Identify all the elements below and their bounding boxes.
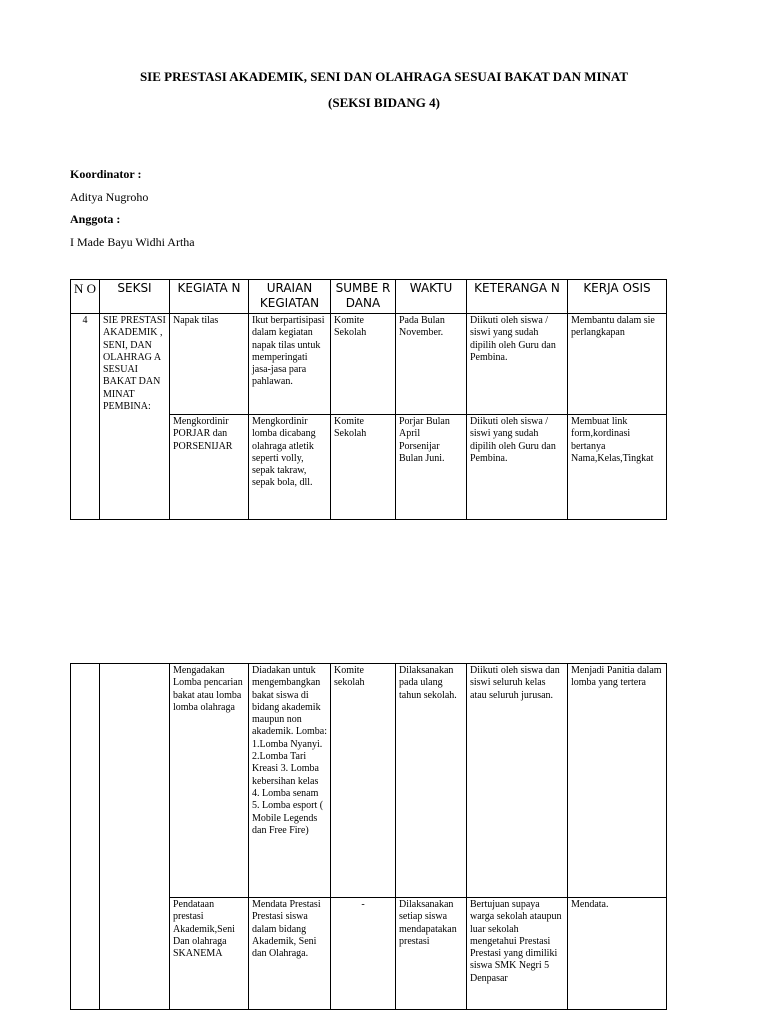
cell-waktu: Dilaksanakan setiap siswa mendapatakan prestasi [396,898,467,1010]
header-keterangan: KETERANGA N [467,280,568,314]
header-dana: SUMBE R DANA [331,280,396,314]
table-row [71,314,667,415]
koordinator-label: Koordinator : [70,167,142,181]
cell-dana: - [331,898,396,1010]
cell-no-empty [71,664,100,1010]
cell-osis: Membuat link form,kordinasi bertanya Nama,Kelas,Tingkat [568,415,667,520]
header-seksi: SEKSI [100,280,170,314]
cell-seksi: SIE PRESTASI AKADEMIK , SENI, DAN OLAHRAG A SESUAI BAKAT DAN MINAT PEMBINA: [100,314,170,520]
cell-osis: Membantu dalam sie perlangkapan [568,314,667,415]
cell-uraian: Diadakan untuk mengembangkan bakat siswa di bidang akademik maupun non akademik. Lomba: 1.Lomba Nyanyi. 2.Lomba Tari Kreasi 3. Lomba kebersihan kelas 4. Lomba senam 5. Lomba esport ( Mobile Legends dan Free Fire) [249,664,331,898]
cell-dana: Komite Sekolah [331,314,396,415]
cell-waktu: Pada Bulan November. [396,314,467,415]
header-uraian: URAIAN KEGIATAN [249,280,331,314]
cell-kegiatan: Pendataan prestasi Akademik,Seni Dan olahraga SKANEMA [170,898,249,1010]
cell-uraian: Mengkordinir lomba dicabang olahraga atletik seperti volly, sepak takraw, sepak bola, dll. [249,415,331,520]
cell-kegiatan: Mengadakan Lomba pencarian bakat atau lomba lomba olahraga [170,664,249,898]
header-no: N O [71,280,100,314]
anggota-name: I Made Bayu Widhi Artha [70,235,195,249]
cell-keterangan: Bertujuan supaya warga sekolah ataupun luar sekolah mengetahui Prestasi Prestasi yang dimiliki siswa SMK Negri 5 Denpasar [467,898,568,1010]
cell-osis: Menjadi Panitia dalam lomba yang tertera [568,664,667,898]
cell-uraian: Mendata Prestasi Prestasi siswa dalam bidang Akademik, Seni dan Olahraga. [249,898,331,1010]
cell-osis: Mendata. [568,898,667,1010]
cell-keterangan: Diikuti oleh siswa dan siswi seluruh kelas atau seluruh jurusan. [467,664,568,898]
anggota-label: Anggota : [70,212,121,226]
cell-kegiatan: Napak tilas [170,314,249,415]
cell-waktu: Dilaksanakan pada ulang tahun sekolah. [396,664,467,898]
document-subtitle: (SEKSI BIDANG 4) [328,95,440,110]
cell-keterangan: Diikuti oleh siswa / siswi yang sudah dipilih oleh Guru dan Pembina. [467,415,568,520]
cell-keterangan: Diikuti oleh siswa / siswi yang sudah dipilih oleh Guru dan Pembina. [467,314,568,415]
cell-kegiatan: Mengkordinir PORJAR dan PORSENIJAR [170,415,249,520]
program-table-part2 [70,663,667,1010]
header-waktu: WAKTU [396,280,467,314]
document-title: SIE PRESTASI AKADEMIK, SENI DAN OLAHRAGA SESUAI BAKAT DAN MINAT [139,69,629,84]
table-header-row [71,280,667,314]
program-table-part1 [70,279,667,520]
cell-seksi-empty [100,664,170,1010]
table-row [71,664,667,898]
koordinator-name: Aditya Nugroho [70,190,149,204]
cell-uraian: Ikut berpartisipasi dalam kegiatan napak tilas untuk memperingati jasa-jasa para pahlawan. [249,314,331,415]
header-kegiatan: KEGIATA N [170,280,249,314]
cell-no: 4 [71,314,100,520]
cell-waktu: Porjar Bulan April Porsenijar Bulan Juni. [396,415,467,520]
header-osis: KERJA OSIS [568,280,667,314]
cell-dana: Komite sekolah [331,664,396,898]
cell-dana: Komite Sekolah [331,415,396,520]
